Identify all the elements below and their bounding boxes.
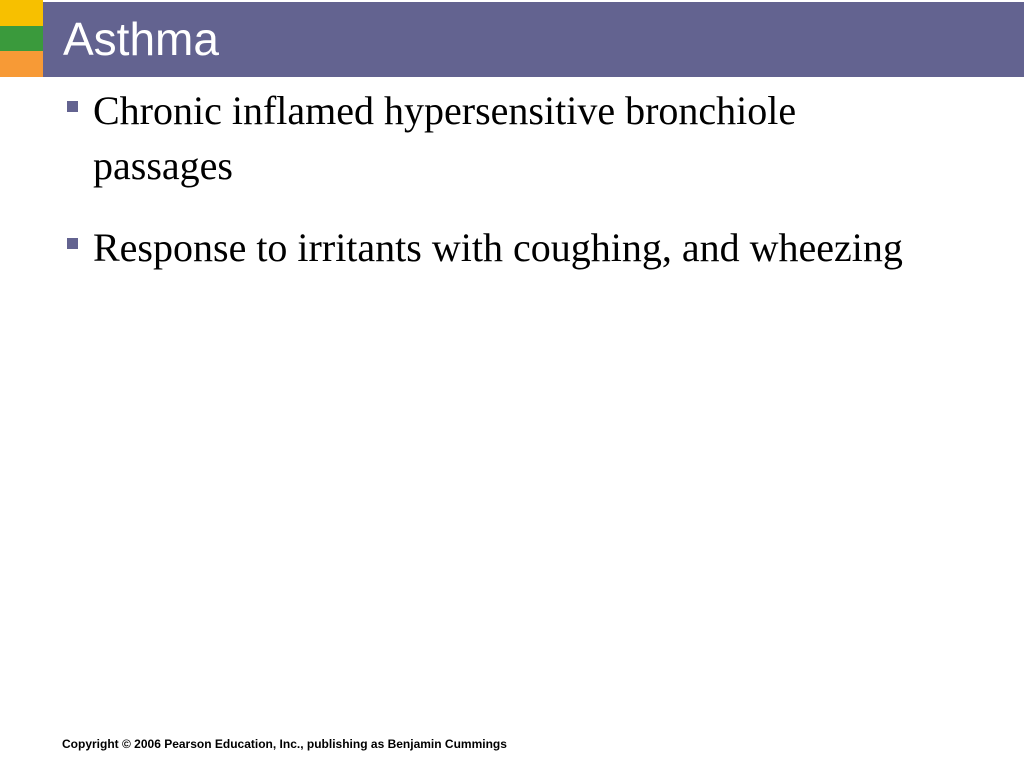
- accent-green-block: [0, 26, 43, 51]
- square-bullet-icon: [67, 238, 78, 249]
- bullet-item: [0, 220, 943, 275]
- bullet-text: Response to irritants with coughing, and wheezing: [93, 225, 903, 270]
- accent-color-strip: [0, 0, 43, 77]
- square-bullet-icon: [67, 101, 78, 112]
- copyright-footer: Copyright © 2006 Pearson Education, Inc., publishing as Benjamin Cummings: [62, 737, 507, 751]
- accent-yellow-block: [0, 0, 43, 26]
- bullet-item: [0, 83, 943, 193]
- accent-orange-block: [0, 51, 43, 77]
- slide-title: Asthma: [63, 13, 219, 65]
- bullet-text: Chronic inflamed hypersensitive bronchiole passages: [93, 88, 797, 188]
- bullet-list: [0, 83, 1024, 302]
